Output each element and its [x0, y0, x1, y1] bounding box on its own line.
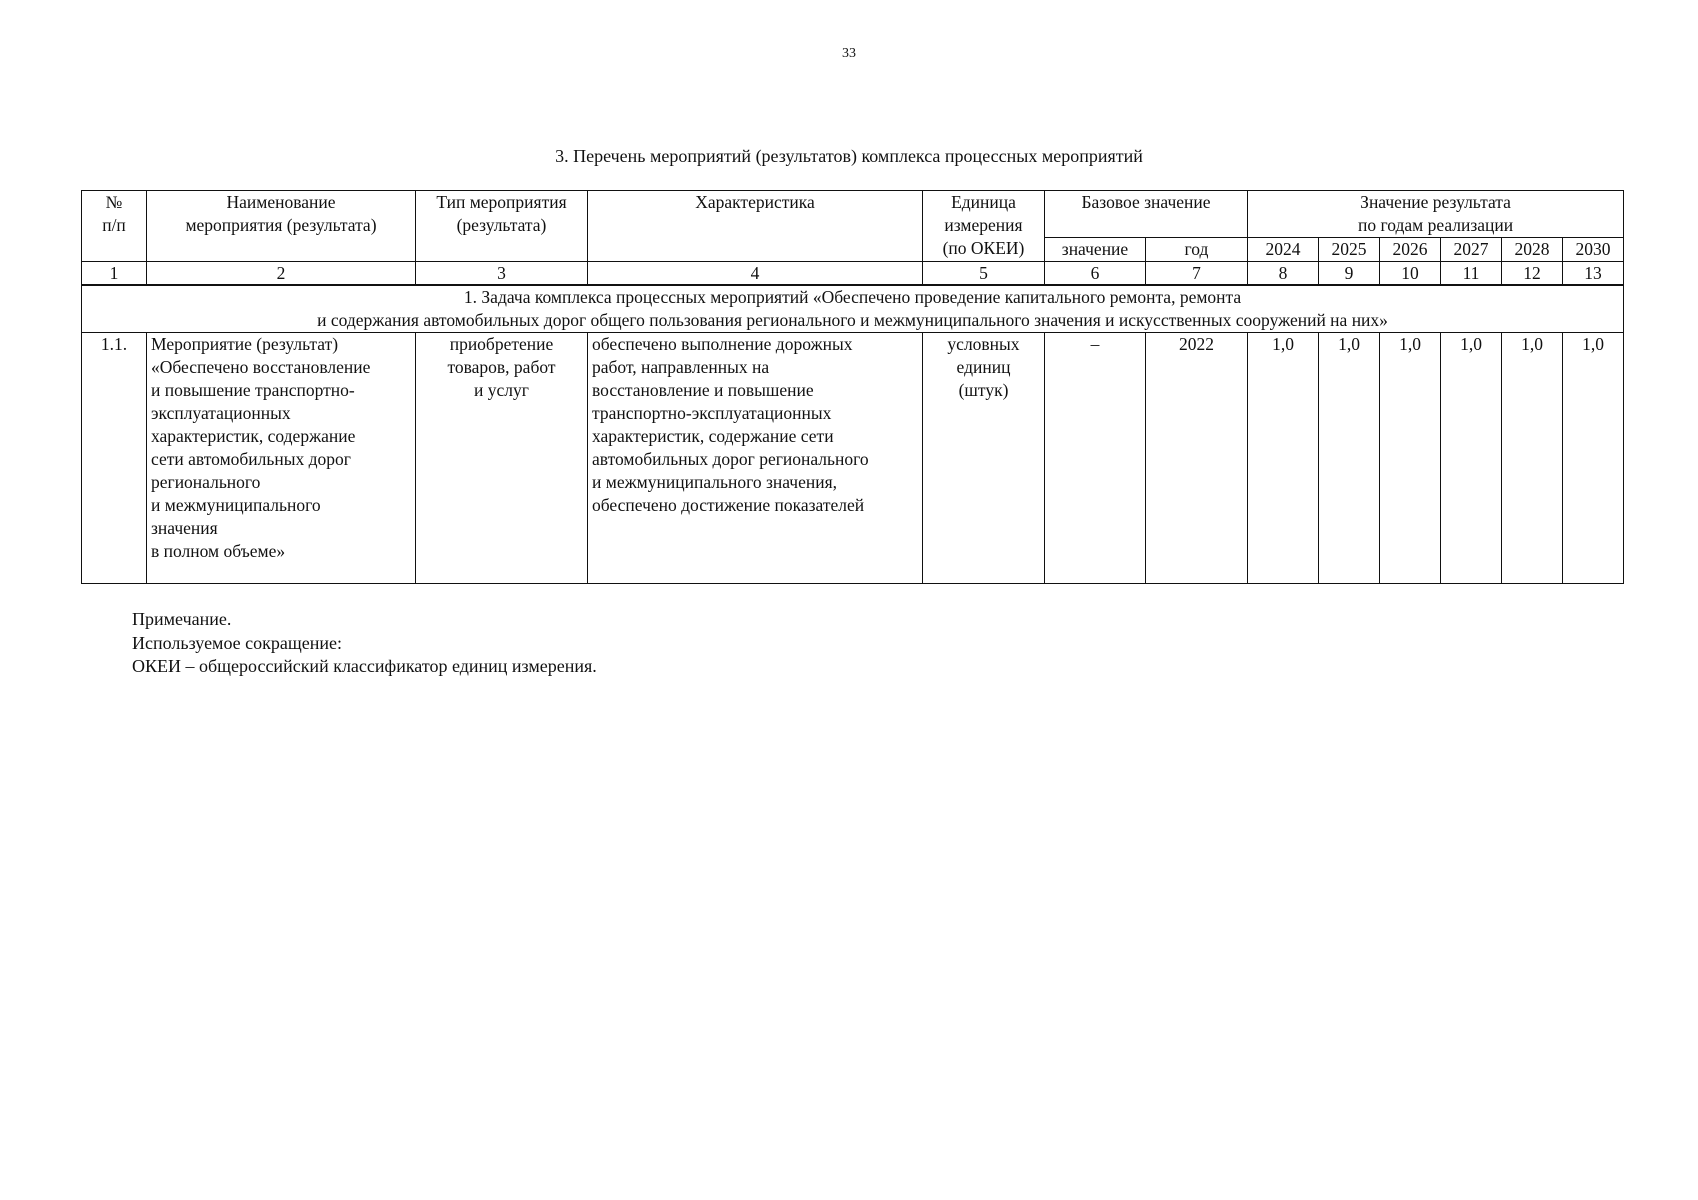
- row-value-2030: 1,0: [1563, 333, 1624, 584]
- header-name: Наименование мероприятия (результата): [147, 191, 416, 262]
- column-number: 1: [82, 262, 147, 286]
- row-unit: условных единиц (штук): [923, 333, 1045, 584]
- header-year: 2026: [1380, 238, 1441, 262]
- header-year: 2030: [1563, 238, 1624, 262]
- table-row: [82, 333, 1624, 584]
- task-text: 1. Задача комплекса процессных мероприятий «Обеспечено проведение капитального ремонта, ремонта и содержания автомобильных дорог общего пользования регионального и межмуниципального значения и искусственных сооружений на них»: [82, 285, 1624, 333]
- header-base-year-sub: год: [1146, 238, 1248, 262]
- column-number: 7: [1146, 262, 1248, 286]
- note-abbreviation-label: Используемое сокращение:: [132, 632, 342, 653]
- header-year: 2025: [1319, 238, 1380, 262]
- row-value-2028: 1,0: [1502, 333, 1563, 584]
- column-numbers-row: [82, 262, 1624, 286]
- column-number: 12: [1502, 262, 1563, 286]
- note-abbreviation: ОКЕИ – общероссийский классификатор единиц измерения.: [132, 656, 597, 676]
- column-number: 4: [588, 262, 923, 286]
- header-type: Тип мероприятия (результата): [416, 191, 588, 262]
- measures-table: [81, 190, 1624, 584]
- row-base-value: –: [1045, 333, 1146, 584]
- column-number: 9: [1319, 262, 1380, 286]
- header-base-value-sub: значение: [1045, 238, 1146, 262]
- section-title: 3. Перечень мероприятий (результатов) комплекса процессных мероприятий: [555, 146, 1143, 166]
- row-value-2024: 1,0: [1248, 333, 1319, 584]
- header-year: 2024: [1248, 238, 1319, 262]
- header-year: 2027: [1441, 238, 1502, 262]
- column-number: 10: [1380, 262, 1441, 286]
- header-num: № п/п: [82, 191, 147, 262]
- page-number: 33: [842, 46, 856, 61]
- header-base-value: Базовое значение: [1045, 191, 1248, 238]
- header-row-1: [82, 191, 1624, 238]
- row-base-year: 2022: [1146, 333, 1248, 584]
- header-result: Значение результата по годам реализации: [1248, 191, 1624, 238]
- column-number: 6: [1045, 262, 1146, 286]
- row-num: 1.1.: [82, 333, 147, 584]
- row-value-2026: 1,0: [1380, 333, 1441, 584]
- column-number: 2: [147, 262, 416, 286]
- note-heading: Примечание.: [132, 609, 232, 629]
- column-number: 13: [1563, 262, 1624, 286]
- column-number: 11: [1441, 262, 1502, 286]
- task-row: [82, 285, 1624, 333]
- row-characteristic: обеспечено выполнение дорожных работ, направленных на восстановление и повышение транспортно-эксплуатационных характеристик, содержание сети автомобильных дорог регионального и межмуниципального значения, обеспечено достижение показателей: [588, 333, 923, 584]
- header-characteristic: Характеристика: [588, 191, 923, 262]
- column-number: 5: [923, 262, 1045, 286]
- header-year: 2028: [1502, 238, 1563, 262]
- row-value-2027: 1,0: [1441, 333, 1502, 584]
- row-type: приобретение товаров, работ и услуг: [416, 333, 588, 584]
- header-unit: Единица измерения (по ОКЕИ): [923, 191, 1045, 262]
- notes: [132, 608, 597, 679]
- column-number: 3: [416, 262, 588, 286]
- row-value-2025: 1,0: [1319, 333, 1380, 584]
- column-number: 8: [1248, 262, 1319, 286]
- row-name: Мероприятие (результат) «Обеспечено восстановление и повышение транспортно- эксплуатационных характеристик, содержание сети автомобильных дорог регионального и межмуниципального значения в полном объеме»: [147, 333, 416, 584]
